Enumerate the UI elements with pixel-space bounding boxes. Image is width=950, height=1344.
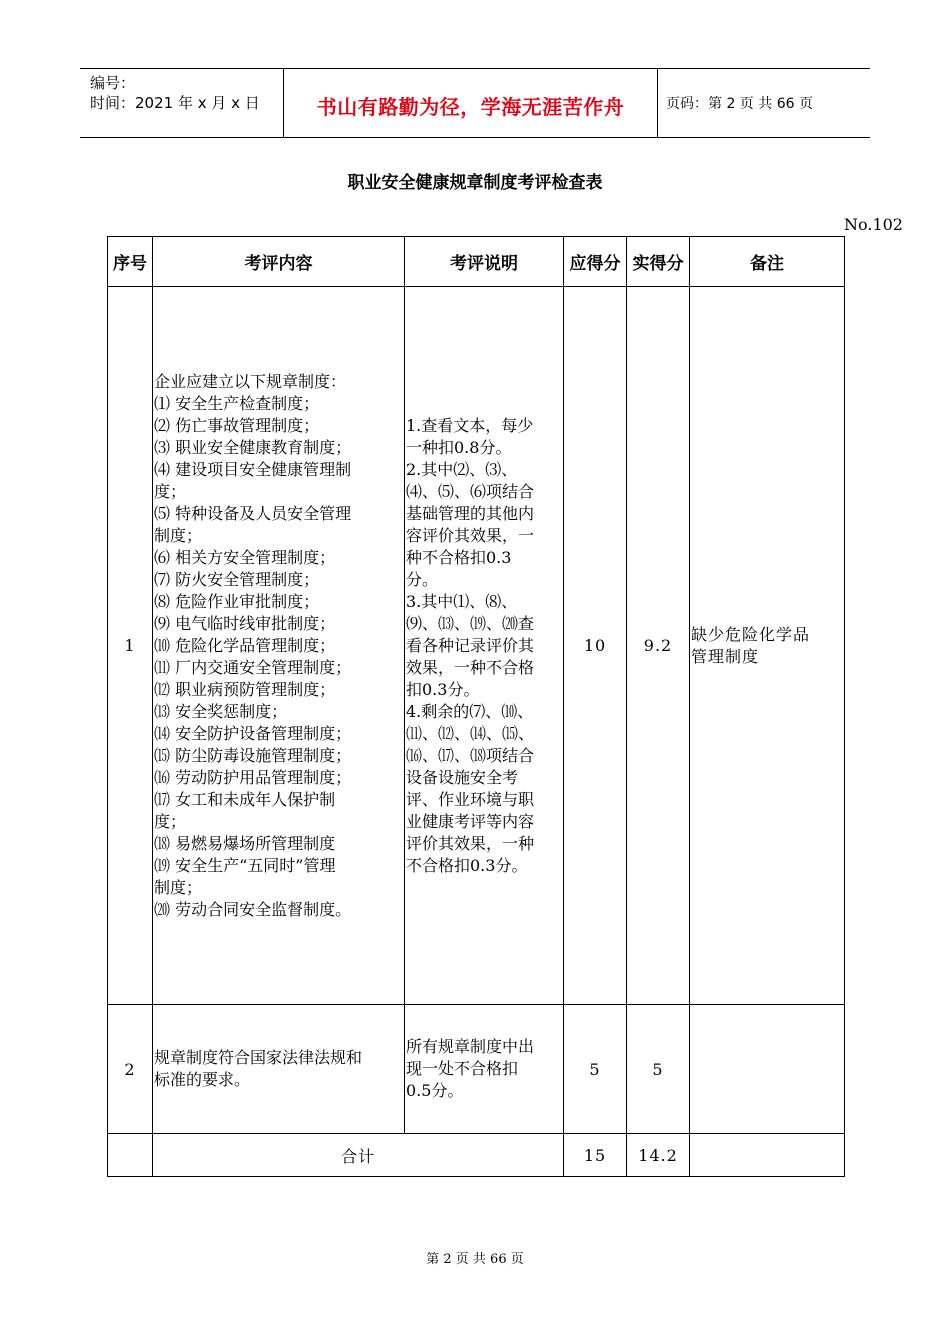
note-line: 种不合格扣0.3 <box>406 547 512 567</box>
note-line: 3.其中⑴、⑻、 <box>406 591 518 611</box>
table-row <box>108 287 845 1005</box>
content-line: ⑴ 安全生产检查制度； <box>154 393 320 413</box>
content-line: ⒇ 劳动合同安全监督制度。 <box>154 899 352 919</box>
content-line: ⑻ 危险作业审批制度； <box>154 591 320 611</box>
content-line: ⒆ 安全生产“五同时”管理 <box>154 855 336 875</box>
table-row <box>108 1005 845 1134</box>
note-line: 评、作业环境与职 <box>406 789 535 809</box>
row-actual-score: 5 <box>627 1005 690 1134</box>
content-line: ⑶ 职业安全健康教育制度； <box>154 437 352 457</box>
page-header <box>80 68 870 138</box>
total-actual-score: 14.2 <box>627 1134 690 1177</box>
note-line: 2.其中⑵、⑶、 <box>406 459 518 479</box>
total-label: 合计 <box>153 1134 564 1177</box>
note-line: 看各种记录评价其 <box>406 635 535 655</box>
note-line: 设备设施安全考 <box>406 767 519 787</box>
row-remark <box>690 1005 845 1134</box>
header-page-info: 页码：第 2 页 共 66 页 <box>666 96 813 112</box>
document-number: No.102 <box>844 215 903 234</box>
content-line: ⑸ 特种设备及人员安全管理 <box>154 503 352 523</box>
content-line: ⑾ 厂内交通安全管理制度； <box>154 657 352 677</box>
header-meta <box>90 73 260 113</box>
row-note <box>405 1005 564 1134</box>
header-cell-remark: 备注 <box>690 237 845 287</box>
note-line: 4.剩余的⑺、⑽、 <box>406 701 534 721</box>
note-line: 评价其效果，一种 <box>406 833 535 853</box>
content-line: ⑵ 伤亡事故管理制度； <box>154 415 320 435</box>
content-line: ⑼ 电气临时线审批制度； <box>154 613 336 633</box>
row-content <box>153 287 405 1005</box>
remark-line: 缺少危险化学品 <box>691 624 811 644</box>
header-cell-actual-score: 实得分 <box>627 237 690 287</box>
row-index: 2 <box>108 1005 153 1134</box>
row-remark <box>690 287 845 1005</box>
total-remark-cell <box>690 1134 845 1177</box>
content-line: ⒅ 易燃易爆场所管理制度 <box>154 833 336 853</box>
content-line: 标准的要求。 <box>154 1070 251 1089</box>
content-line: ⒁ 安全防护设备管理制度； <box>154 723 352 743</box>
total-blank-cell <box>108 1134 153 1177</box>
document-title: 职业安全健康规章制度考评检查表 <box>347 173 603 193</box>
content-line: ⒀ 安全奖惩制度； <box>154 701 288 721</box>
note-line: 所有规章制度中出 <box>406 1037 535 1056</box>
note-line: ⑷、⑸、⑹项结合 <box>406 481 535 501</box>
header-cell-content: 考评内容 <box>153 237 405 287</box>
header-cell-index: 序号 <box>108 237 153 287</box>
table-header-row <box>108 237 845 287</box>
note-line: 分。 <box>406 569 439 589</box>
note-line: 扣0.3分。 <box>406 679 480 699</box>
content-line: ⒂ 防尘防毒设施管理制度； <box>154 745 352 765</box>
content-line: ⑺ 防火安全管理制度； <box>154 569 320 589</box>
note-line: 基础管理的其他内 <box>406 503 535 523</box>
note-line: ⒃、⒄、⒅项结合 <box>406 745 535 765</box>
note-line: 业健康考评等内容 <box>406 811 535 831</box>
note-line: 1.查看文本，每少 <box>406 415 534 435</box>
note-line: ⑼、⒀、⒆、⒇查 <box>406 613 535 633</box>
table-total-row <box>108 1134 845 1177</box>
note-line: ⑾、⑿、⒁、⒂、 <box>406 723 535 743</box>
content-line: 制度； <box>154 877 203 897</box>
row-actual-score: 9.2 <box>627 287 690 1005</box>
note-line: 现一处不合格扣 <box>406 1059 519 1078</box>
header-cell-note: 考评说明 <box>405 237 564 287</box>
header-number-label: 编号： <box>90 74 136 92</box>
header-cell-should-score: 应得分 <box>564 237 627 287</box>
content-line: ⑽ 危险化学品管理制度； <box>154 635 336 655</box>
row-index: 1 <box>108 287 153 1005</box>
content-line: ⑹ 相关方安全管理制度； <box>154 547 336 567</box>
content-line: ⒄ 女工和未成年人保护制 <box>154 789 336 809</box>
content-line: 企业应建立以下规章制度： <box>154 371 347 391</box>
content-line: ⒃ 劳动防护用品管理制度； <box>154 767 352 787</box>
evaluation-table <box>107 236 845 1177</box>
row-note <box>405 287 564 1005</box>
content-line: 制度； <box>154 525 203 545</box>
note-line: 一种扣0.8分。 <box>406 437 512 457</box>
note-line: 效果，一种不合格 <box>406 657 535 677</box>
content-line: ⑷ 建设项目安全健康管理制 <box>154 459 352 479</box>
row-content <box>153 1005 405 1134</box>
note-line: 不合格扣0.3分。 <box>406 855 528 875</box>
row-should-score: 5 <box>564 1005 627 1134</box>
content-line: 规章制度符合国家法律法规和 <box>154 1048 363 1067</box>
content-line: 度； <box>154 481 187 501</box>
content-line: 度； <box>154 811 187 831</box>
header-motto: 书山有路勤为径，学海无涯苦作舟 <box>316 95 625 119</box>
note-line: 容评价其效果，一 <box>406 525 535 545</box>
row-should-score: 10 <box>564 287 627 1005</box>
header-divider <box>657 69 658 137</box>
note-line: 0.5分。 <box>406 1081 464 1100</box>
total-should-score: 15 <box>564 1134 627 1177</box>
header-time-label: 时间：2021 年 x 月 x 日 <box>90 94 260 112</box>
remark-line: 管理制度 <box>691 646 760 666</box>
page-footer: 第 2 页 共 66 页 <box>426 1252 524 1267</box>
content-line: ⑿ 职业病预防管理制度； <box>154 679 336 699</box>
